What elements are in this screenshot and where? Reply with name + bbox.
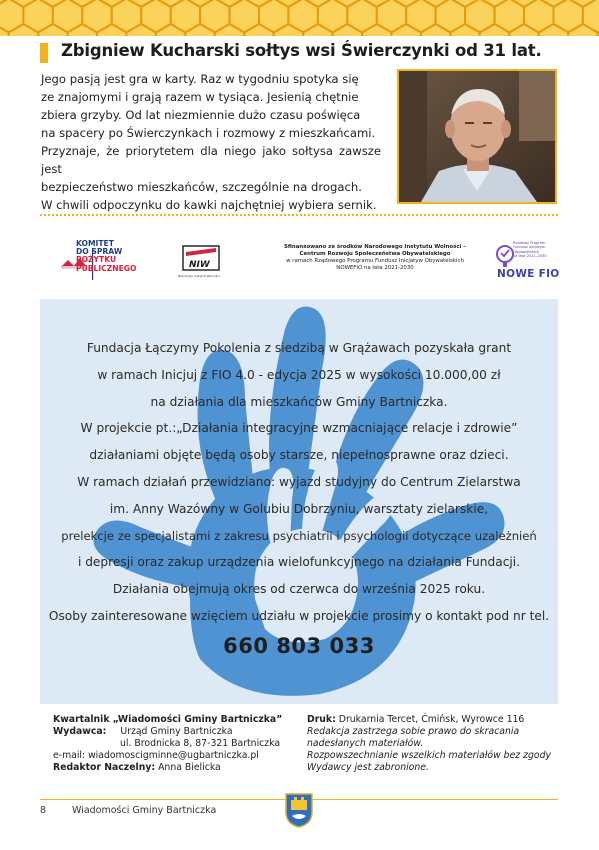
editor-label: Redaktor Naczelny:: [53, 762, 156, 773]
page-number: 8: [40, 805, 47, 816]
niw-caption: Narodowy Instytut Wolności: [178, 274, 220, 278]
grant-text: [40, 335, 558, 630]
publisher-address: ul. Brodnicka 8, 87-321 Bartniczka: [120, 738, 281, 749]
honeycomb-banner: [0, 0, 599, 36]
bio-line: na spacery po Świerczynkach i rozmowy z mieszkańcami.: [41, 126, 376, 140]
copyright-note: Rozpowszechnianie wszelkich materiałów bez zgody: [307, 750, 552, 761]
funding-line: w ramach Rządowego Programu Fundusz Inicjatyw Obywatelskich: [286, 258, 464, 264]
kdspp-line: PUBLICZNEGO: [76, 263, 137, 273]
colophon-left: [53, 714, 303, 774]
grant-line: na działania dla mieszkańców Gminy Bartniczka.: [150, 394, 448, 409]
printer: Drukarnia Tercet, Ćmińsk, Wyrowce 116: [338, 714, 525, 725]
publisher-label: Wydawca:: [53, 726, 107, 737]
grant-line: działaniami objęte będą osoby starsze, niepełnosprawne oraz dzieci.: [89, 448, 509, 463]
fio-line: na lata 2021–2030: [513, 253, 547, 258]
grant-line: W projekcie pt.:„Działania integracyjne wzmacniające relacje i zdrowie”: [80, 421, 518, 436]
publisher-email: e-mail: wiadomoscigminne@ugbartniczka.pl: [53, 750, 259, 761]
article-title: Zbigniew Kucharski sołtys wsi Świerczynki od 31 lat.: [61, 41, 542, 60]
bio-line: zbiera grzyby. Od lat niezmiennie dużo czasu poświęca: [41, 108, 361, 122]
grant-line: Osoby zainteresowane wzięciem udziału w projekcie prosimy o kontakt pod nr tel.: [48, 608, 550, 623]
editorial-note: Redakcja zastrzega sobie prawo do skracania: [307, 726, 520, 737]
section-divider: [40, 214, 558, 216]
bio-line: Jego pasją jest gra w karty. Raz w tygodniu spotyka się: [41, 72, 359, 86]
article-body: [41, 70, 381, 214]
editorial-note: nadesłanych materiałów.: [307, 738, 424, 749]
grant-line: Fundacja Łączymy Pokolenia z siedzibą w Grążawach pozyskała grant: [86, 341, 512, 355]
bio-line: ze znajomymi i grają razem w tysiąca. Jesienią chętnie: [41, 90, 359, 104]
grant-line: Działania obejmują okres od czerwca do września 2025 roku.: [112, 582, 486, 597]
footer-magazine-name: Wiadomości Gminy Bartniczka: [72, 805, 217, 816]
funding-line: NOWEFIO na lata 2021-2030: [336, 265, 414, 271]
niw-mark-text: NIW: [189, 260, 210, 270]
coat-of-arms-icon: [284, 792, 314, 828]
fio-line: Fundusz Inicjatyw: [513, 245, 545, 250]
print-label: Druk:: [307, 714, 336, 725]
kdspp-line: POŻYTKU: [76, 255, 117, 265]
funding-line: Sfinansowano ze środków Narodowego Instytutu Wolności –: [284, 244, 466, 250]
kdspp-logo-text: [76, 240, 137, 273]
funding-statement: [270, 244, 480, 272]
colophon-right: [307, 714, 557, 774]
editor-name: Anna Bielicka: [158, 762, 221, 773]
quarterly-name: Kwartalnik „Wiadomości Gminy Bartniczka”: [53, 714, 283, 725]
grant-line: W ramach działań przewidziano: wyjazd studyjny do Centrum Zielarstwa: [77, 474, 521, 489]
kdspp-line: KOMITET: [76, 239, 114, 248]
publisher-name: Urząd Gminy Bartniczka: [120, 726, 233, 737]
fio-line: Obywatelskich: [513, 249, 540, 254]
grant-line: im. Anny Wazówny w Golubiu Dobrzyniu, warsztaty zielarskie,: [109, 501, 489, 516]
bio-line: W chwili odpoczynku do kawki najchętniej wybiera sernik.: [41, 198, 377, 212]
fio-line: Rządowy Program: [513, 241, 546, 245]
bio-line: Przyznaje, że priorytetem dla niego jako sołtysa zawsze jest: [41, 144, 381, 176]
grant-line: i depresji oraz zakup urządzenia wielofunkcyjnego na działania Fundacji.: [77, 555, 521, 570]
sponsor-logos: [40, 238, 560, 286]
fio-title: NOWE FIO: [497, 268, 560, 280]
contact-phone: 660 803 033: [223, 634, 375, 658]
fio-small-text: [513, 241, 547, 258]
grant-announcement-panel: [40, 299, 558, 704]
bio-line: bezpieczeństwo mieszkańców, szczególnie na drogach.: [41, 180, 362, 194]
grant-line: w ramach Inicjuj z FIO 4.0 - edycja 2025 w wysokości 10.000,00 zł: [97, 367, 501, 382]
grant-line: prelekcje ze specjalistami z zakresu psychiatrii i psychologii dotyczące uzależnień: [61, 528, 537, 543]
portrait-photo: [397, 69, 557, 204]
copyright-note: Wydawcy jest zabronione.: [307, 762, 429, 773]
kdspp-line: DO SPRAW: [76, 247, 123, 257]
title-accent-bar: [40, 43, 48, 63]
funding-line: Centrum Rozwoju Społeczeństwa Obywatelskiego: [299, 251, 451, 257]
